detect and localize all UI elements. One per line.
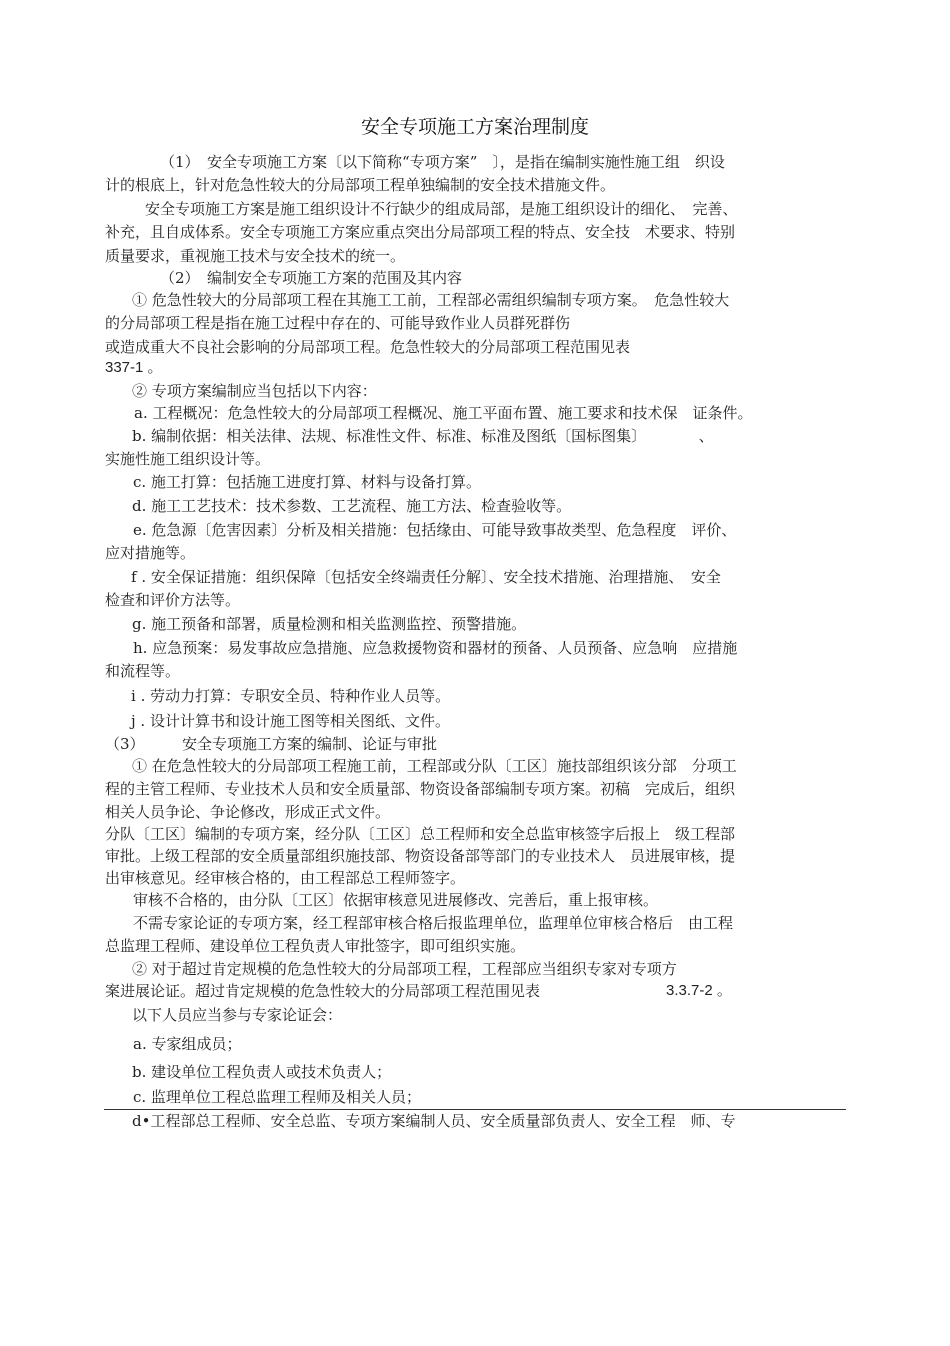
body-line: a. 工程概况：危急性较大的分局部项工程概况、施工平面布置、施工要求和技术保 证条件。: [134, 404, 753, 422]
body-line: 应对措施等。: [105, 544, 196, 562]
body-line: 检查和评价方法等。: [105, 591, 241, 609]
body-line: ② 对于超过肯定规模的危急性较大的分局部项工程，工程部应当组织专家对专项方: [132, 960, 677, 978]
body-line: c. 监理单位工程总监理工程师及相关人员；: [133, 1088, 421, 1106]
body-line: 出审核意见。经审核合格的，由工程部总工程师签字。: [105, 869, 466, 887]
body-line: f . 安全保证措施：组织保障〔包括安全终端责任分解〕、安全技术措施、治理措施、 安全: [131, 568, 721, 586]
body-line: ② 专项方案编制应当包括以下内容：: [132, 382, 377, 400]
body-line: i . 劳动力打算：专职安全员、特种作业人员等。: [131, 687, 451, 705]
body-line: 案进展论证。超过肯定规模的危急性较大的分局部项工程范围见表: [105, 982, 541, 1000]
body-line: 的分局部项工程是指在施工过程中存在的、可能导致作业人员群死群伤: [105, 314, 571, 332]
body-line: （2） 编制安全专项施工方案的范围及其内容: [160, 269, 463, 287]
body-line: d. 施工工艺技术：技术参数、工艺流程、施工方法、检查验收等。: [132, 497, 572, 515]
body-line: 或造成重大不良社会影响的分局部项工程。危急性较大的分局部项工程范围见表: [105, 338, 631, 356]
body-line: b. 编制依据：相关法律、法规、标准性文件、标准、标准及图纸〔国标图集〕 、: [132, 427, 714, 445]
body-line: 补充，且自成体系。安全专项施工方案应重点突出分局部项工程的特点、安全技 术要求、特别: [105, 223, 736, 241]
body-line: 质量要求，重视施工技术与安全技术的统一。: [105, 247, 406, 265]
body-line: 3.3.7-2 。: [666, 982, 732, 999]
body-line: （1） 安全专项施工方案〔以下简称“专项方案” 〕，是指在编制实施性施工组 织设: [160, 153, 725, 171]
body-line: ① 在危急性较大的分局部项工程施工前，工程部或分队〔工区〕施技部组织该分部 分项工: [132, 757, 737, 775]
body-line: 337-1 。: [105, 359, 163, 376]
body-line: 总监理工程师、建设单位工程负责人审批签字，即可组织实施。: [105, 937, 526, 955]
body-line: 以下人员应当参与专家论证会：: [132, 1006, 343, 1024]
body-line: 相关人员争论、争论修改，形成正式文件。: [105, 803, 391, 821]
body-line: 审批。上级工程部的安全质量部组织施技部、物资设备部等部门的专业技术人 员进展审核，提: [105, 847, 736, 865]
body-line: ① 危急性较大的分局部项工程在其施工工前，工程部必需组织编制专项方案。 危急性较大: [132, 291, 730, 309]
body-line: 和流程等。: [105, 662, 181, 680]
document-title: 安全专项施工方案治理制度: [360, 116, 589, 138]
body-line: j . 设计计算书和设计施工图等相关图纸、文件。: [131, 712, 450, 730]
body-line: 安全专项施工方案是施工组织设计不行缺少的组成局部，是施工组织设计的细化、 完善、: [145, 200, 738, 218]
body-line: e. 危急源〔危害因素〕分析及相关措施：包括缘由、可能导致事故类型、危急程度 评价、: [133, 521, 737, 539]
body-line: h. 应急预案：易发事故应急措施、应急救援物资和器材的预备、人员预备、应急响 应措施: [133, 639, 738, 657]
body-line: d•工程部总工程师、安全总监、专项方案编制人员、安全质量部负责人、安全工程 师、专: [132, 1112, 736, 1130]
body-line: 程的主管工程师、专业技术人员和安全质量部、物资设备部编制专项方案。初稿 完成后，组织: [105, 780, 736, 798]
body-line: 不需专家论证的专项方案，经工程部审核合格后报监理单位，监理单位审核合格后 由工程: [133, 914, 734, 932]
body-line: 实施性施工组织设计等。: [105, 450, 271, 468]
body-line: c. 施工打算：包括施工进度打算、材料与设备打算。: [133, 473, 481, 491]
body-line: （3） 安全专项施工方案的编制、论证与审批: [105, 735, 438, 753]
body-line: 审核不合格的，由分队〔工区〕依据审核意见进展修改、完善后，重上报审核。: [133, 891, 659, 909]
body-line: 分队〔工区〕编制的专项方案，经分队〔工区〕总工程师和安全总监审核签字后报上 级工程部: [105, 825, 736, 843]
body-line: g. 施工预备和部署，质量检测和相关监测监控、预警措施。: [132, 615, 527, 633]
horizontal-rule: [104, 1109, 846, 1110]
body-line: 计的根底上，针对危急性较大的分局部项工程单独编制的安全技术措施文件。: [105, 176, 616, 194]
body-line: a. 专家组成员；: [133, 1035, 242, 1053]
body-line: b. 建设单位工程负责人或技术负责人；: [132, 1063, 392, 1081]
